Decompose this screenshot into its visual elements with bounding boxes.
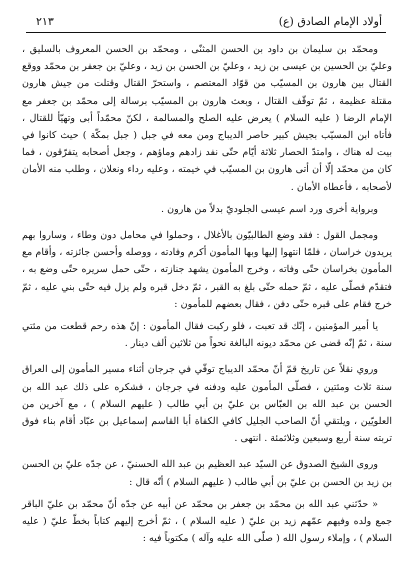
running-title: أولاد الإمام الصادق (ع) [278,15,382,28]
paragraph-saduq-narration: وروى الشيخ الصدوق عن السيّد عبد العظيم بن عبد الله الحسنيّ ، عن جدّه عليّ بن الحسن بن زيد بن الحسن بن عليّ بن أبي طالب ( عليهم السلام ) أنّه قال : [22,459,392,488]
paragraph-hadith-quote: « حدّثني عبد الله بن محمّد بن جعفر بن محمّد عن أبيه عن جدّه أنّ محمّد بن عليّ الباقر جمع ولده وفيهم عمّهم زيد بن عليّ ( عليه السلام ) ، ثمّ أخرج إليهم كتاباً بخطّ عليّ ( عليه السلام ) ، وإملاء رسول الله ( صلّى الله عليه وآله ) مكتوباً فيه : [22,498,392,545]
paragraph-mamun-reply: يا أمير المؤمنين ، إنّك قد تعبت ، فلو ركبت فقال المأمون : إنّ هذه رحم قطعت من مئتي سنة ، ثمّ إنّه قضى عن محمّد ديونه البالغة نحواً من ثلاثين ألف دينار . [22,321,392,350]
header-rule [26,32,386,33]
paragraph-alternate-narration: وبرواية أخرى ورد اسم عيسى الجلوديّ بدلاً من هارون . [160,203,378,215]
page-number: ٢١٣ [36,15,54,28]
paragraph-summary: ومجمل القول : فقد وضع الطالبيّون بالأغلال ، وحملوا في محامل دون وطاء ، وساروا بهم يريدون خراسان ، فلمّا انتهوا إليها وبها المأمون أكرم وفادته ، ووصله وأحسن جائزته ، وأقام مع المأمون بخراسان حتّى وفاته ، وخرج المأمون يشهد جنازته ، حتّى حمل سريره حتّى وضع به ، فتقدّم فصلّى عليه ، ثمّ حمله حتّى بلغ به القبر ، ثمّ دخل قبره ولم يزل فيه حتّى بني عليه ، ثمّ خرج فقام على قبره حتّى دفن ، فقال بعضهم للمأمون : [22,230,392,310]
paragraph-battle-account: ومحمّد بن سليمان بن داود بن الحسن المثنّى ، ومحمّد بن الحسن المعروف بالسليق ، وعليّ بن الحسين بن عيسى بن زيد ، وعليّ بن الحسن بن زيد ، وعليّ بن جعفر بن محمّد ووقع القتال بين هارون بن المسيّب من قوّاد المعتصم ، واستحرّ القتال وقتلت من جيش هارون مقتلة عظيمة ، ثمّ توقّف القتال ، وبعث هارون بن المسيّب برسالة إلى محمّد بن جعفر مع الإمام الرضا ( عليه السلام ) يعرض عليه الصلح والمسالمة ، لكنّ محمّداً أبى وتهيّأ للقتال ، فأتاه ابن المسيّب بجيش كبير حاصر الديباج ومن معه في جبل ( جبل بمكّة ) حيث كانوا في بيت له هناك ، وامتدّ الحصار ثلاثة أيّام حتّى نفد زادهم وماؤهم ، وجعل أصحابه يتفرّقون ، فما كان من محمّد إلّا أن أتى هارون بن المسيّب في خيمته ، وعليه رداء ونعلان ، وطلب منه الأمان لأصحابه ، فأعطاه الأمان . [22,44,392,193]
paragraph-qum-history: وروي نقلاً عن تاريخ قمّ أنّ محمّد الديباج توفّي في جرجان أثناء مسير المأمون إلى العراق سنة ثلاث ومئتين ، فصلّى المأمون عليه ودفنه في جرجان ، فشكره على ذلك عبد الله بن الحسن بن عبد الله بن العبّاس بن عليّ بن أبي طالب ( عليهم السلام ) ، مع آخرين من العلويّين ، ويلتقي أنّ الصاحب الجليل كافي الكفاة أبا القاسم إسماعيل بن عبّاد أقام بناء فوق تربته سنة أربع وسبعين وثلاثمئة . انتهى . [22,364,392,445]
page-header [22,12,392,32]
